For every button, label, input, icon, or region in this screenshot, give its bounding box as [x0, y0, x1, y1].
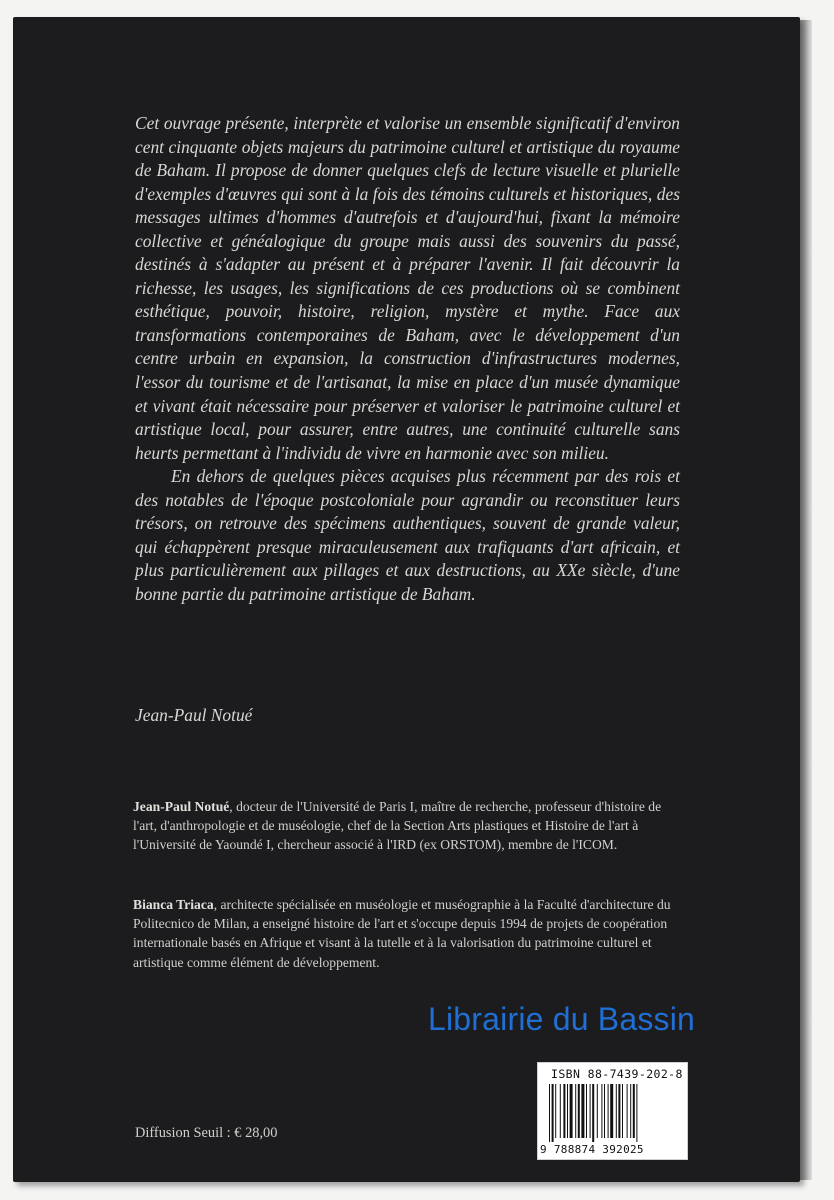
barcode-bar — [616, 1084, 617, 1138]
barcode-bar — [622, 1084, 623, 1138]
barcode-bar — [627, 1084, 628, 1138]
barcode-bar — [586, 1084, 587, 1138]
barcode-bar — [578, 1084, 580, 1138]
barcode-bar — [563, 1084, 565, 1138]
barcode-digits: 9 788874 392025 — [540, 1143, 644, 1156]
barcode-bar — [630, 1084, 631, 1138]
barcode-bar — [567, 1084, 568, 1138]
book-spine-edge — [800, 20, 812, 1180]
barcode-bar — [633, 1084, 635, 1138]
back-cover-blurb — [135, 112, 680, 606]
author-bio-1 — [133, 797, 678, 855]
barcode-bar — [592, 1084, 594, 1142]
barcode-bar — [549, 1084, 550, 1142]
author-name-2: Bianca Triaca — [133, 897, 214, 912]
author-name-1: Jean-Paul Notué — [133, 799, 230, 814]
blurb-paragraph-2: En dehors de quelques pièces acquises plus récemment par des rois et des notables de l'époque postcoloniale pour agrandir ou reconstituer leurs trésors, on retrouve des spécimens authentiques, souvent de grande valeur, qui échappèrent presque miraculeusement aux trafiquants d'art africain, et plus particulièrement aux pillages et aux destructions, au XXe siècle, d'une bonne partie du patrimoine artistique de Baham. — [135, 466, 680, 604]
barcode-bar — [636, 1084, 637, 1142]
isbn-label: ISBN 88-7439-202-8 — [551, 1067, 683, 1081]
author-bio-2 — [133, 895, 678, 972]
author-bio-text-1: , docteur de l'Université de Paris I, maître de recherche, professeur d'histoire de l'art, d'anthropologie et de muséologie, chef de la Section Arts plastiques et Histoire de l'art à l'Université de Yaoundé I, chercheur associé à l'IRD (ex ORSTOM), membre de l'ICOM. — [133, 799, 662, 853]
barcode-bar — [590, 1084, 591, 1138]
barcode-bar — [552, 1084, 554, 1142]
barcode-bar — [604, 1084, 605, 1138]
author-bio-text-2: , architecte spécialisée en muséologie et muséographie à la Faculté d'architecture du Politecnico de Milan, a enseigné histoire de l'art et s'occupe depuis 1994 de projets de coopération internationale basés en Afrique et visant à la tutelle et à la valorisation du patrimoine culturel et artistique comme élément de développement. — [133, 897, 671, 970]
barcode-bar — [581, 1084, 584, 1138]
bookshop-watermark: Librairie du Bassin — [428, 1001, 696, 1037]
blurb-paragraph-1: Cet ouvrage présente, interprète et valorise un ensemble significatif d'environ cent cinquante objets majeurs du patrimoine culturel et artistique du royaume de Baham. Il propose de donner quelques clefs de lecture visuelle et plurielle d'exemples d'œuvres qui sont à la fois des témoins culturels et historiques, des messages ultimes d'hommes d'autrefois et d'aujourd'hui, fixant la mémoire collective et généalogique du groupe mais aussi des souvenirs du passé, destinés à s'adapter au présent et à préparer l'avenir. Il fait découvrir la richesse, les usages, les significations de ces productions où se combinent esthétique, pouvoir, histoire, religion, mystère et mythe. Face aux transformations contemporaines de Baham, avec le développement d'un centre urbain en expansion, la construction d'infrastructures modernes, l'essor du tourisme et de l'artisanat, la mise en place d'un musée dynamique et vivant était nécessaire pour préserver et valoriser le patrimoine culturel et artistique local, pour assurer, entre autres, une continuité culturelle sans heurts permettant à l'individu de vivre en harmonie avec son milieu. — [135, 113, 680, 463]
barcode-bar — [555, 1084, 556, 1138]
barcode-bar — [570, 1084, 573, 1138]
barcode-bar — [610, 1084, 613, 1138]
price-label: Diffusion Seuil : € 28,00 — [135, 1125, 278, 1141]
isbn-barcode — [537, 1062, 688, 1160]
barcode-bar — [601, 1084, 602, 1138]
barcode-bar — [560, 1084, 561, 1138]
blurb-signature: Jean-Paul Notué — [135, 705, 253, 725]
barcode-bar — [608, 1084, 609, 1138]
barcode-bars — [547, 1084, 680, 1142]
barcode-bar — [618, 1084, 620, 1138]
barcode-bar — [597, 1084, 598, 1138]
barcode-bar — [575, 1084, 576, 1138]
